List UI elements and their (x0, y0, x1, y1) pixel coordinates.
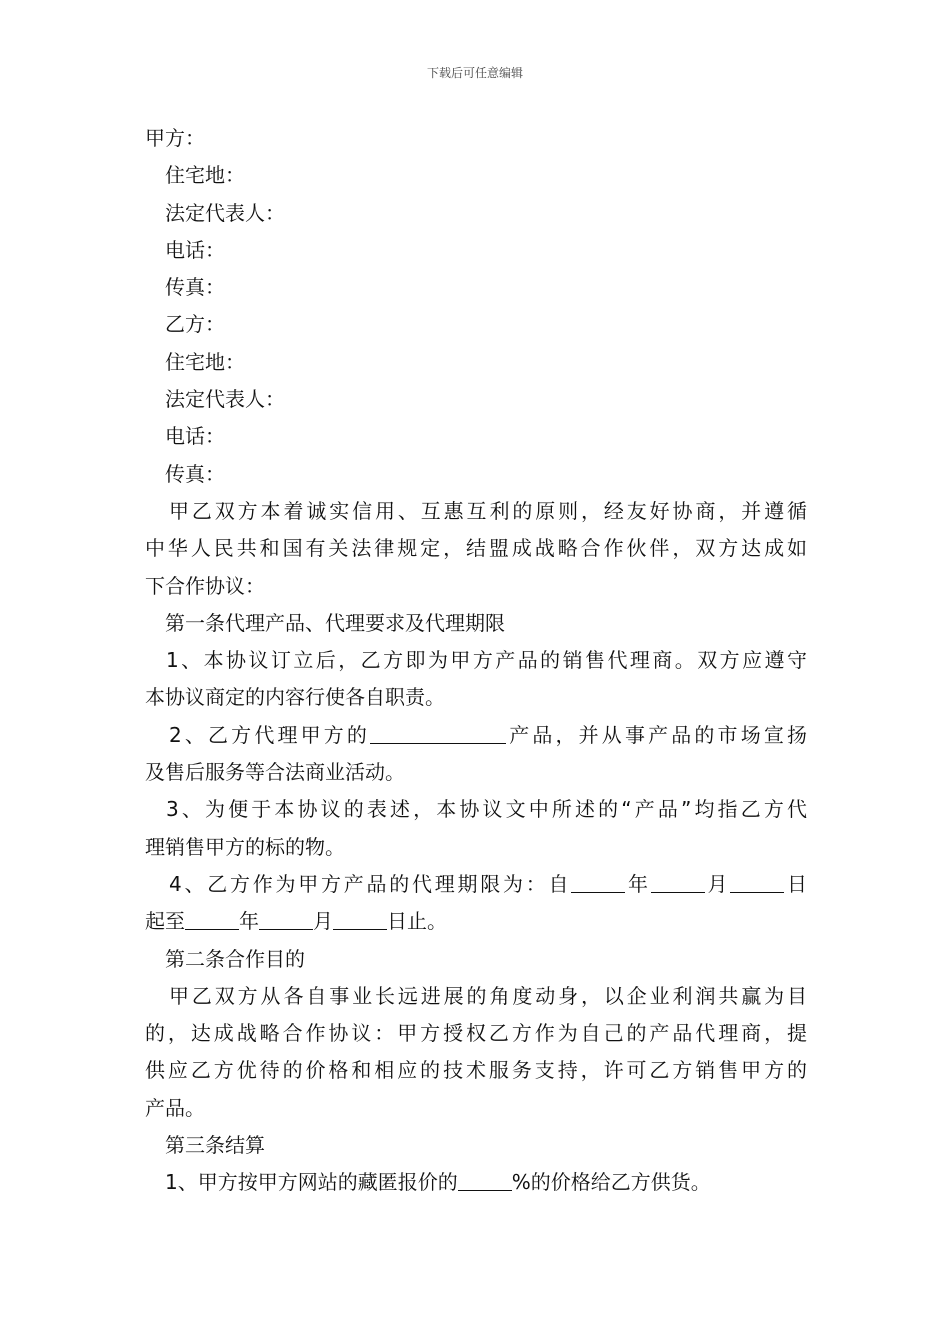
start-year-label: 年 (625, 871, 651, 896)
start-day-label: 日 (784, 871, 808, 896)
preamble-line-2: 中华人民共和国有关法律规定，结盟成战略合作伙伴，双方达成如 (145, 536, 807, 561)
article-1-item-2-line-1 (145, 717, 807, 754)
article-1-item-2-prefix: 2、乙方代理甲方的 (169, 722, 371, 747)
article-1-item-2-line-2: 及售后服务等合法商业活动。 (145, 760, 405, 785)
article-2-line-1: 甲乙双方从各自事业长远进展的角度动身，以企业利润共赢为目 (169, 983, 807, 1008)
party-b-address: 住宅地： (165, 349, 245, 374)
article-1-item-4-line-2 (145, 903, 807, 940)
end-year-blank (185, 907, 239, 930)
percent-blank (458, 1168, 512, 1191)
party-a-legal-rep: 法定代表人： (165, 200, 285, 225)
end-year-label: 年 (239, 909, 259, 934)
article-3-item-1-suffix: %的价格给乙方供货。 (511, 1170, 711, 1195)
article-2-line-4: 产品。 (145, 1095, 205, 1120)
article-1-title: 第一条代理产品、代理要求及代理期限 (165, 610, 505, 635)
article-2-line-3: 供应乙方优待的价格和相应的技术服务支持，许可乙方销售甲方的 (145, 1058, 807, 1083)
article-3-title: 第三条结算 (165, 1133, 265, 1158)
article-1-item-4-line-1 (145, 866, 807, 903)
preamble-line-3: 下合作协议： (145, 573, 265, 598)
end-month-blank (259, 907, 313, 930)
article-1-item-4-prefix: 4、乙方作为甲方产品的代理期限为：自 (169, 871, 572, 896)
preamble-line-1: 甲乙双方本着诚实信用、互惠互利的原则，经友好协商，并遵循 (169, 498, 807, 523)
article-2-line-2: 的，达成战略合作协议：甲方授权乙方作为自己的产品代理商，提 (145, 1021, 807, 1046)
end-month-label: 月 (313, 909, 333, 934)
party-a-fax: 传真： (165, 275, 225, 300)
product-blank (370, 721, 506, 744)
article-1-item-3-line-2: 理销售甲方的标的物。 (145, 834, 345, 859)
article-1-item-2-suffix: 产品，并从事产品的市场宣扬 (506, 722, 807, 747)
start-day-blank (730, 870, 784, 893)
party-b-fax: 传真： (165, 461, 225, 486)
article-3-item-1-prefix: 1、甲方按甲方网站的藏匿报价的 (165, 1170, 458, 1195)
start-month-blank (651, 870, 705, 893)
article-1-item-3-line-1: 3、为便于本协议的表述，本协议文中所述的“产品”均指乙方代 (166, 797, 807, 822)
end-day-blank (333, 907, 387, 930)
article-1-item-1-line-1: 1、本协议订立后，乙方即为甲方产品的销售代理商。双方应遵守 (166, 648, 807, 673)
party-b-legal-rep: 法定代表人： (165, 387, 285, 412)
page-header-note: 下载后可任意编辑 (426, 66, 523, 80)
party-b-phone: 电话： (165, 424, 225, 449)
article-2-title: 第二条合作目的 (165, 946, 305, 971)
start-year-blank (571, 870, 625, 893)
article-3-item-1 (145, 1164, 807, 1201)
start-month-label: 月 (704, 871, 731, 896)
party-a-phone: 电话： (165, 237, 225, 262)
article-1-item-1-line-2: 本协议商定的内容行使各自职责。 (145, 685, 445, 710)
party-b-title: 乙方： (165, 312, 225, 337)
end-prefix: 起至 (145, 909, 185, 934)
end-suffix: 日止。 (387, 909, 447, 934)
party-a-address: 住宅地： (165, 163, 245, 188)
party-a-title: 甲方： (145, 126, 205, 150)
contract-body (145, 120, 807, 1202)
